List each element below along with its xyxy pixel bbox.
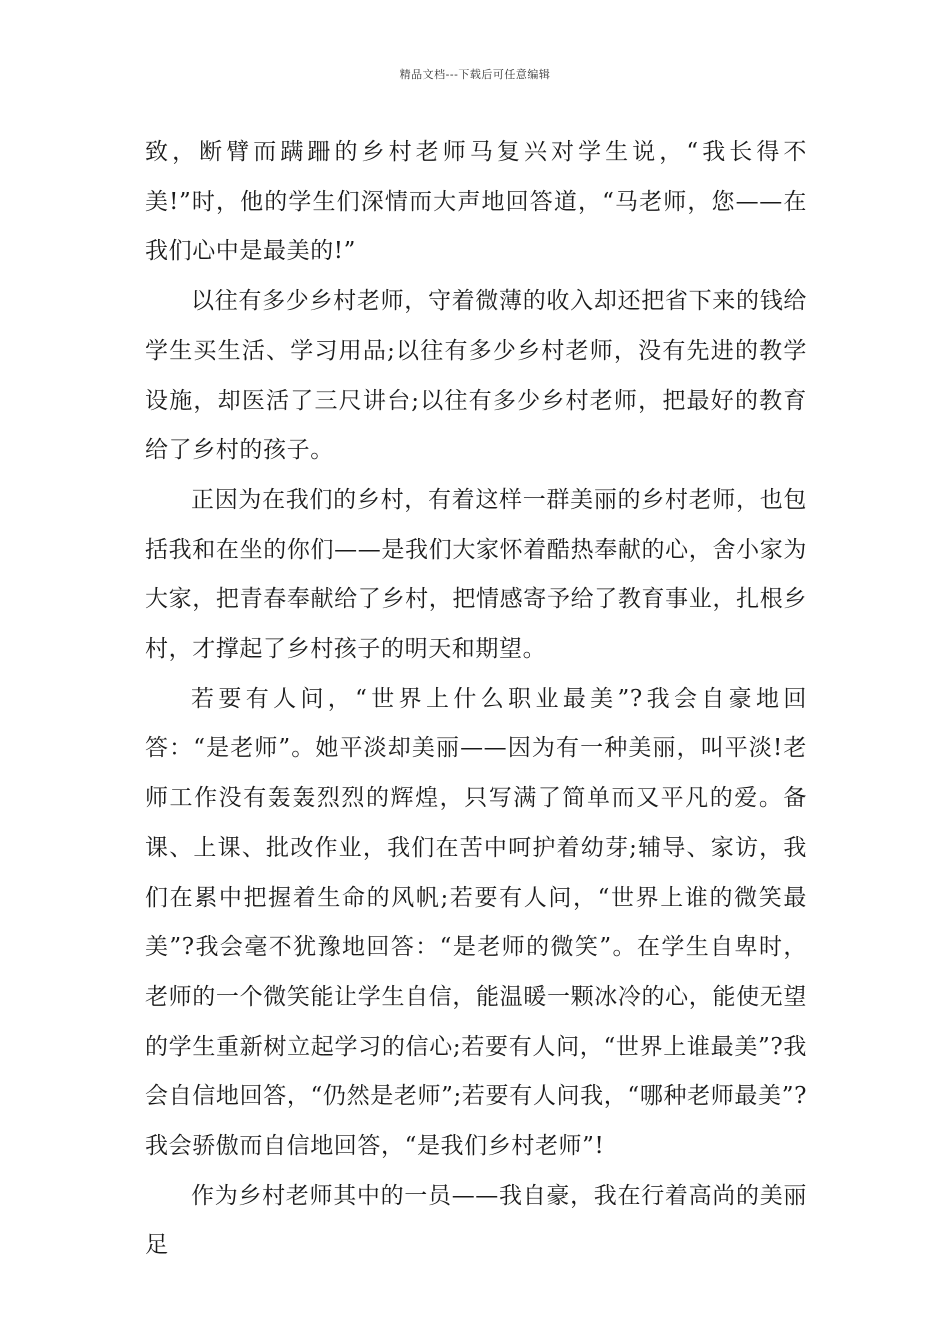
paragraph-2: 以往有多少乡村老师，守着微薄的收入却还把省下来的钱给学生买生活、学习用品;以往有多少乡村老师，没有先进的教学设施，却医活了三尺讲台;以往有多少乡村老师，把最好的教育给了乡村的孩子。 bbox=[145, 288, 807, 464]
paragraph-4: 若要有人问，“世界上什么职业最美”?我会自豪地回答：“是老师”。她平淡却美丽——因为有一种美丽，叫平淡!老师工作没有轰轰烈烈的辉煌，只写满了简单而又平凡的爱。备课、上课、批改作业，我们在苦中呵护着幼芽;辅导、家访，我们在累中把握着生命的风帆;若要有人问，“世界上谁的微笑最美”?我会毫不犹豫地回答：“是老师的微笑”。在学生自卑时，老师的一个微笑能让学生自信，能温暖一颗冰冷的心，能使无望的学生重新树立起学习的信心;若要有人问，“世界上谁最美”?我会自信地回答，“仍然是老师”;若要有人问我，“哪种老师最美”?我会骄傲而自信地回答，“是我们乡村老师”! bbox=[145, 685, 807, 1160]
paragraph-3: 正因为在我们的乡村，有着这样一群美丽的乡村老师，也包括我和在坐的你们——是我们大家怀着酷热奉献的心，舍小家为大家，把青春奉献给了乡村，把情感寄予给了教育事业，扎根乡村，才撑起了乡村孩子的明天和期望。 bbox=[145, 486, 807, 663]
document-body bbox=[145, 128, 807, 1271]
paragraph-5: 作为乡村老师其中的一员——我自豪，我在行着高尚的美丽足 bbox=[145, 1182, 807, 1259]
page-header: 精品文档---下载后可任意编辑 bbox=[399, 68, 551, 81]
paragraph-1: 致，断臂而蹒跚的乡村老师马复兴对学生说，“我长得不美!”时，他的学生们深情而大声地回答道，“马老师，您——在我们心中是最美的!” bbox=[145, 139, 807, 265]
